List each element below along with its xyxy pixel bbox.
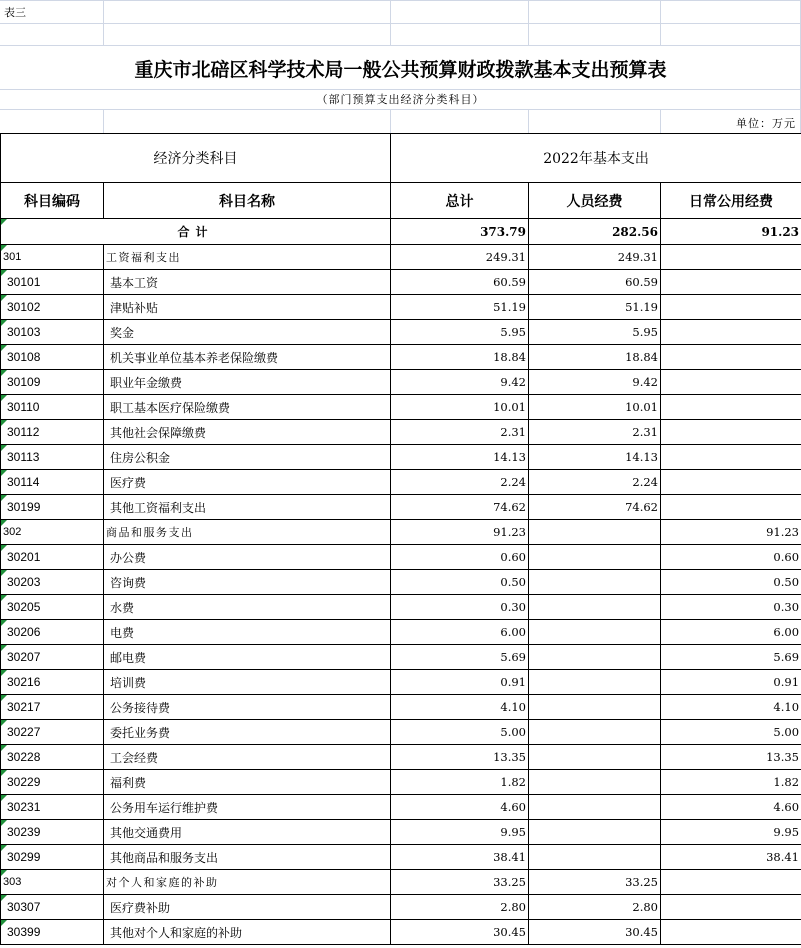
row-name: 办公费: [104, 545, 391, 570]
row-code: 30299: [1, 845, 104, 870]
row-code: 30217: [1, 695, 104, 720]
row-code: 30231: [1, 795, 104, 820]
row-personnel: 74.62: [529, 495, 661, 520]
row-name: 咨询费: [104, 570, 391, 595]
row-code: 30205: [1, 595, 104, 620]
row-public: [661, 495, 801, 520]
row-personnel: 51.19: [529, 295, 661, 320]
row-name: 对个人和家庭的补助: [104, 870, 391, 895]
table-row: [1, 445, 801, 470]
header-code: 科目编码: [1, 183, 104, 219]
table-row: [1, 920, 801, 945]
row-public: 4.10: [661, 695, 801, 720]
table-row: [1, 695, 801, 720]
row-personnel: [529, 845, 661, 870]
row-public: 0.50: [661, 570, 801, 595]
table-row: [1, 570, 801, 595]
row-name: 津贴补贴: [104, 295, 391, 320]
row-total: 51.19: [391, 295, 529, 320]
row-total: 9.42: [391, 370, 529, 395]
row-name: 其他交通费用: [104, 820, 391, 845]
budget-table: [0, 133, 801, 945]
row-public: [661, 320, 801, 345]
row-name: 其他对个人和家庭的补助: [104, 920, 391, 945]
row-code: 30103: [1, 320, 104, 345]
row-public: 0.60: [661, 545, 801, 570]
grand-total-public: 91.23: [661, 219, 801, 245]
row-total: 14.13: [391, 445, 529, 470]
row-total: 60.59: [391, 270, 529, 295]
row-total: 18.84: [391, 345, 529, 370]
row-name: 水费: [104, 595, 391, 620]
row-total: 5.95: [391, 320, 529, 345]
row-total: 0.60: [391, 545, 529, 570]
row-code: 303: [1, 870, 104, 895]
table-row: [1, 470, 801, 495]
row-name: 住房公积金: [104, 445, 391, 470]
row-name: 公务用车运行维护费: [104, 795, 391, 820]
row-code: 30216: [1, 670, 104, 695]
row-public: [661, 295, 801, 320]
row-total: 10.01: [391, 395, 529, 420]
row-name: 其他社会保障缴费: [104, 420, 391, 445]
row-personnel: 18.84: [529, 345, 661, 370]
row-personnel: [529, 795, 661, 820]
row-name: 邮电费: [104, 645, 391, 670]
row-public: 0.30: [661, 595, 801, 620]
row-public: 4.60: [661, 795, 801, 820]
row-name: 委托业务费: [104, 720, 391, 745]
row-public: [661, 895, 801, 920]
row-total: 4.60: [391, 795, 529, 820]
row-public: [661, 470, 801, 495]
gridline: [528, 0, 529, 45]
row-total: 2.31: [391, 420, 529, 445]
row-code: 30201: [1, 545, 104, 570]
row-code: 30199: [1, 495, 104, 520]
row-personnel: 2.31: [529, 420, 661, 445]
row-public: [661, 920, 801, 945]
row-public: 0.91: [661, 670, 801, 695]
row-public: 91.23: [661, 520, 801, 545]
row-total: 9.95: [391, 820, 529, 845]
row-code: 302: [1, 520, 104, 545]
row-code: 30203: [1, 570, 104, 595]
row-code: 30114: [1, 470, 104, 495]
row-code: 30227: [1, 720, 104, 745]
row-public: 1.82: [661, 770, 801, 795]
row-name: 商品和服务支出: [104, 520, 391, 545]
table-row: [1, 845, 801, 870]
gridline: [0, 23, 801, 24]
table-row: [1, 670, 801, 695]
row-public: 5.00: [661, 720, 801, 745]
row-personnel: [529, 520, 661, 545]
gridline: [0, 45, 801, 46]
gridline: [0, 89, 801, 90]
row-personnel: [529, 545, 661, 570]
table-row: [1, 620, 801, 645]
grand-total-row: [1, 219, 801, 245]
category-row: [1, 245, 801, 270]
row-code: 30109: [1, 370, 104, 395]
table-row: [1, 295, 801, 320]
row-code: 30239: [1, 820, 104, 845]
row-personnel: 30.45: [529, 920, 661, 945]
row-personnel: 33.25: [529, 870, 661, 895]
row-code: 30113: [1, 445, 104, 470]
table-title: 重庆市北碚区科学技术局一般公共预算财政拨款基本支出预算表: [134, 59, 667, 81]
table-row: [1, 395, 801, 420]
row-name: 工会经费: [104, 745, 391, 770]
row-name: 培训费: [104, 670, 391, 695]
header-year-basic: 2022年基本支出: [391, 134, 801, 183]
row-name: 职业年金缴费: [104, 370, 391, 395]
row-public: [661, 445, 801, 470]
table-row: [1, 895, 801, 920]
table-row: [1, 545, 801, 570]
row-total: 13.35: [391, 745, 529, 770]
row-personnel: [529, 570, 661, 595]
row-name: 其他工资福利支出: [104, 495, 391, 520]
row-public: [661, 245, 801, 270]
table-row: [1, 370, 801, 395]
row-total: 4.10: [391, 695, 529, 720]
row-total: 30.45: [391, 920, 529, 945]
row-total: 0.91: [391, 670, 529, 695]
row-code: 30229: [1, 770, 104, 795]
row-personnel: 249.31: [529, 245, 661, 270]
row-public: [661, 345, 801, 370]
row-code: 30228: [1, 745, 104, 770]
row-personnel: [529, 820, 661, 845]
row-public: [661, 270, 801, 295]
row-personnel: 9.42: [529, 370, 661, 395]
row-code: 30101: [1, 270, 104, 295]
table-row: [1, 770, 801, 795]
row-code: 30399: [1, 920, 104, 945]
row-personnel: [529, 670, 661, 695]
row-total: 6.00: [391, 620, 529, 645]
table-row: [1, 320, 801, 345]
table-row: [1, 820, 801, 845]
row-personnel: [529, 645, 661, 670]
row-name: 电费: [104, 620, 391, 645]
row-code: 30207: [1, 645, 104, 670]
row-total: 2.24: [391, 470, 529, 495]
row-name: 福利费: [104, 770, 391, 795]
row-code: 30102: [1, 295, 104, 320]
gridline: [103, 109, 104, 133]
table-row: [1, 495, 801, 520]
row-name: 公务接待费: [104, 695, 391, 720]
row-total: 33.25: [391, 870, 529, 895]
row-code: 30112: [1, 420, 104, 445]
sheet-label: 表三: [4, 6, 26, 19]
gridline: [0, 109, 801, 110]
row-personnel: [529, 745, 661, 770]
row-total: 1.82: [391, 770, 529, 795]
row-personnel: [529, 770, 661, 795]
row-public: 13.35: [661, 745, 801, 770]
header-personnel: 人员经费: [529, 183, 661, 219]
table-row: [1, 595, 801, 620]
row-name: 医疗费: [104, 470, 391, 495]
header-row-1: [1, 134, 801, 183]
row-public: 6.00: [661, 620, 801, 645]
row-name: 工资福利支出: [104, 245, 391, 270]
table-subtitle: （部门预算支出经济分类科目）: [316, 93, 485, 106]
row-name: 奖金: [104, 320, 391, 345]
table-row: [1, 270, 801, 295]
row-public: [661, 870, 801, 895]
gridline: [390, 109, 391, 133]
grand-total-label: 合计: [1, 219, 391, 245]
row-public: 38.41: [661, 845, 801, 870]
header-row-2: [1, 183, 801, 219]
table-row: [1, 795, 801, 820]
row-personnel: 10.01: [529, 395, 661, 420]
header-total: 总计: [391, 183, 529, 219]
row-code: 30206: [1, 620, 104, 645]
row-name: 机关事业单位基本养老保险缴费: [104, 345, 391, 370]
row-total: 0.50: [391, 570, 529, 595]
table-row: [1, 645, 801, 670]
row-personnel: [529, 595, 661, 620]
row-code: 30307: [1, 895, 104, 920]
row-total: 249.31: [391, 245, 529, 270]
table-row: [1, 420, 801, 445]
row-public: [661, 370, 801, 395]
header-econ-category: 经济分类科目: [1, 134, 391, 183]
grand-total-personnel: 282.56: [529, 219, 661, 245]
row-total: 74.62: [391, 495, 529, 520]
gridline: [660, 0, 661, 45]
row-personnel: 2.80: [529, 895, 661, 920]
row-personnel: [529, 720, 661, 745]
row-name: 其他商品和服务支出: [104, 845, 391, 870]
row-public: [661, 395, 801, 420]
header-public: 日常公用经费: [661, 183, 801, 219]
gridline: [528, 109, 529, 133]
row-total: 38.41: [391, 845, 529, 870]
row-personnel: 5.95: [529, 320, 661, 345]
row-name: 职工基本医疗保险缴费: [104, 395, 391, 420]
row-public: [661, 420, 801, 445]
row-personnel: 2.24: [529, 470, 661, 495]
gridline: [103, 0, 104, 45]
table-row: [1, 745, 801, 770]
unit-label: 单位：万元: [736, 117, 796, 130]
row-public: 9.95: [661, 820, 801, 845]
gridline: [390, 0, 391, 45]
table-row: [1, 345, 801, 370]
row-code: 301: [1, 245, 104, 270]
grand-total-total: 373.79: [391, 219, 529, 245]
row-personnel: 60.59: [529, 270, 661, 295]
row-total: 0.30: [391, 595, 529, 620]
row-personnel: 14.13: [529, 445, 661, 470]
gridline: [0, 0, 801, 1]
row-total: 5.00: [391, 720, 529, 745]
row-code: 30110: [1, 395, 104, 420]
table-row: [1, 720, 801, 745]
row-code: 30108: [1, 345, 104, 370]
row-name: 基本工资: [104, 270, 391, 295]
row-total: 91.23: [391, 520, 529, 545]
row-total: 2.80: [391, 895, 529, 920]
row-personnel: [529, 695, 661, 720]
header-name: 科目名称: [104, 183, 391, 219]
category-row: [1, 870, 801, 895]
row-public: 5.69: [661, 645, 801, 670]
category-row: [1, 520, 801, 545]
row-name: 医疗费补助: [104, 895, 391, 920]
row-total: 5.69: [391, 645, 529, 670]
row-personnel: [529, 620, 661, 645]
